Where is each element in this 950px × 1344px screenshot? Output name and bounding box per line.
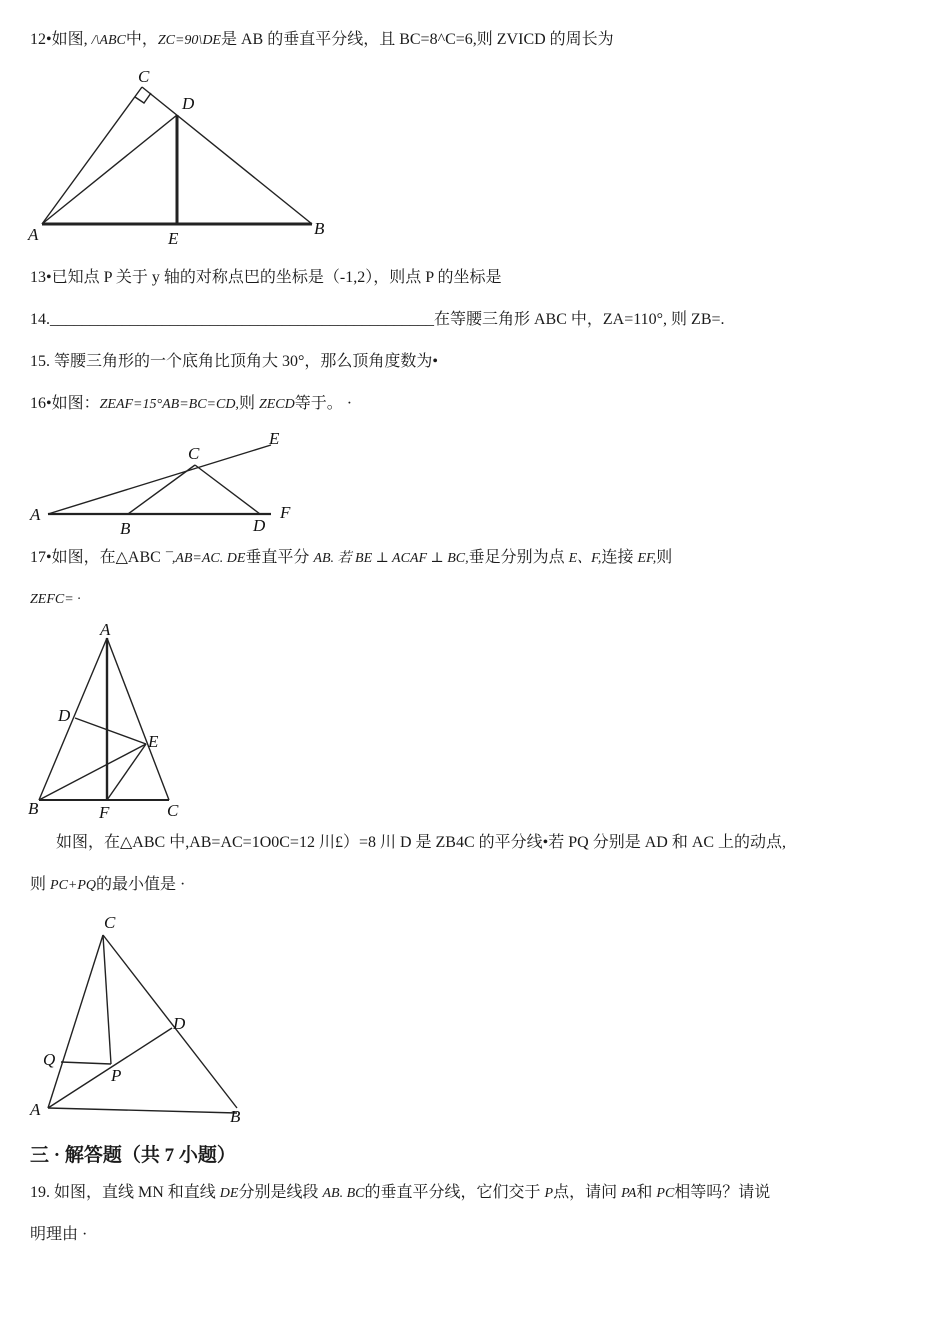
q17-label-f: F xyxy=(99,803,110,822)
q18-prefix: 则 xyxy=(30,876,51,893)
q18-question xyxy=(30,875,185,896)
q12-triangle: /\ABC xyxy=(91,33,126,48)
q12-mid: 中， xyxy=(125,31,158,48)
q18-label-c: C xyxy=(104,913,116,932)
q12-label-c: C xyxy=(138,67,150,86)
q16-label-c: C xyxy=(188,444,200,463)
q18-label-a: A xyxy=(30,1100,41,1119)
q12-label-e: E xyxy=(168,229,179,248)
q15-text: 15. 等腰三角形的一个底角比顶角大 30°，那么顶角度数为• xyxy=(30,353,439,370)
q17-label-d: D xyxy=(58,706,71,725)
q12-rest: 是 AB 的垂直平分线，且 BC=8^C=6,则 ZVICD 的周长为 xyxy=(220,31,614,48)
q17-then: 则 xyxy=(656,549,673,566)
q18-expr: PC+PQ xyxy=(50,878,97,893)
q19-rest: 相等吗？请说 xyxy=(674,1184,771,1201)
q18-label-q: Q xyxy=(43,1050,56,1069)
q18-label-p: P xyxy=(111,1066,122,1085)
q19-de: DE xyxy=(219,1186,239,1201)
q17-text xyxy=(30,548,672,569)
q16-label-f: F xyxy=(280,503,291,522)
section-heading: 三 · 解答题（共 7 小题） xyxy=(30,1145,236,1166)
q17-cond: AB. 若 BE ⊥ ACAF ⊥ BC, xyxy=(313,551,469,566)
q18-rest: 的最小值是 · xyxy=(96,876,186,893)
q18-label-b: B xyxy=(230,1107,241,1126)
q17-prefix: 17•如图，在△ABC xyxy=(30,549,165,566)
q13-text: 13•已知点 P 关于 y 轴的对称点巴的坐标是（-1,2），则点 P 的坐标是 xyxy=(30,269,502,286)
q19-segments-label: 分别是线段 xyxy=(238,1184,323,1201)
q12-angle: ZC=90\DE xyxy=(157,33,221,48)
q16-figure xyxy=(25,425,305,540)
q19-pa: PA xyxy=(621,1186,637,1201)
q19-ask: 点，请问 xyxy=(553,1184,622,1201)
q19-text xyxy=(30,1183,770,1204)
q16-given: ZEAF=15°AB=BC=CD, xyxy=(99,397,239,412)
q12-text xyxy=(30,30,614,51)
q16-label-e: E xyxy=(269,429,280,448)
q12-label-a: A xyxy=(28,225,39,244)
q16-label-a: A xyxy=(30,505,41,524)
q18-label-d: D xyxy=(173,1014,186,1033)
q19-reason: 明理由 · xyxy=(30,1226,88,1243)
q16-label-d: D xyxy=(253,516,266,535)
q19-and: 和 xyxy=(636,1184,657,1201)
q14-text: 14.________________________________________________在等腰三角形 ABC 中，ZA=110°, 则 ZB=. xyxy=(30,311,725,328)
q19-bisector: 的垂直平分线，它们交于 xyxy=(364,1184,545,1201)
q17-foot: 垂足分别为点 xyxy=(468,549,569,566)
q19-point-p: P xyxy=(544,1186,554,1201)
q17-label-a: A xyxy=(100,620,111,639)
q17-label-e: E xyxy=(148,732,159,751)
q12-figure xyxy=(25,60,345,250)
q17-points: E、F, xyxy=(568,551,602,566)
q19-pc: PC xyxy=(656,1186,675,1201)
q12-label-b: B xyxy=(314,219,325,238)
q16-prefix: 16•如图： xyxy=(30,395,100,412)
q17-connect: 连接 xyxy=(601,549,638,566)
q18-figure xyxy=(25,905,260,1130)
q17-ef: EF, xyxy=(637,551,657,566)
q16-ze: 则 xyxy=(238,395,259,412)
q17-label-c: C xyxy=(167,801,179,820)
q18-text: 如图，在△ABC 中,AB=AC=1O0C=12 川£）=8 川 D 是 ZB4C 的平分线•若 PQ 分别是 AD 和 AC 上的动点, xyxy=(56,834,787,851)
q17-given: ¯,AB=AC. DE xyxy=(164,551,246,566)
q19-prefix: 19. 如图，直线 MN 和直线 xyxy=(30,1184,220,1201)
q16-text xyxy=(30,394,352,415)
q19-segments: AB. BC xyxy=(322,1186,365,1201)
q17-label-b: B xyxy=(28,799,39,818)
q17-figure xyxy=(25,620,200,825)
q16-angle: ZECD xyxy=(258,397,295,412)
q16-rest: 等于。 · xyxy=(294,395,353,412)
q12-label-d: D xyxy=(182,94,195,113)
q12-prefix: 12•如图, xyxy=(30,31,92,48)
q17-question: ZEFC= · xyxy=(30,592,81,607)
q17-perp: 垂直平分 xyxy=(245,549,314,566)
q16-label-b: B xyxy=(120,519,131,538)
